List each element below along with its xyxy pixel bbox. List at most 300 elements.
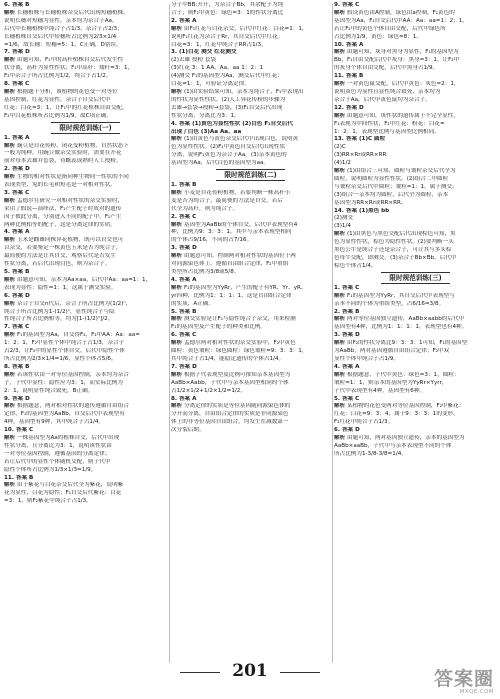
answer-item bbox=[171, 277, 330, 285]
analysis-block bbox=[334, 231, 497, 271]
analysis-text: 一株基因型为Aa的植株自交，后代中出现 bbox=[16, 435, 120, 442]
analysis-first-line bbox=[4, 332, 167, 340]
analysis-block bbox=[171, 403, 330, 435]
answer-item bbox=[334, 396, 497, 404]
analysis-block bbox=[171, 89, 330, 121]
answer-line: 10. 答案 A bbox=[334, 41, 364, 48]
text-line: F₂中杂合子所占比例为1/2，纯合子占1/2。 bbox=[4, 73, 112, 80]
text-column-left bbox=[4, 2, 167, 665]
answer-item bbox=[171, 309, 330, 317]
text-line: 长穗植株自交后代中短穗所占比例为2/3×1/4 bbox=[4, 33, 117, 40]
answer-item bbox=[334, 2, 497, 10]
text-line: 一对等位基因控制，遵循基因的分离定律； bbox=[4, 450, 111, 457]
text-line: 性纯合子所占比例相等，均为[1-(1/2)ⁿ]/2。 bbox=[4, 316, 114, 323]
analysis-block bbox=[4, 237, 167, 269]
page-number-rule-right bbox=[280, 672, 320, 673]
analysis-first-line bbox=[4, 301, 167, 309]
answer-line: 3. (1)白花 测交 红花测交 bbox=[171, 49, 237, 56]
analysis-block bbox=[4, 174, 167, 190]
text-line: 基因控制，红花为显性，杂合子自交后代中 bbox=[4, 96, 111, 103]
answer-line: 7. 答案 D bbox=[4, 49, 30, 56]
analysis-first-line bbox=[334, 403, 497, 411]
analysis-block bbox=[334, 316, 497, 332]
text-line: 性状分离，且分离比为3：1，说明该性状由 bbox=[4, 442, 112, 449]
analysis-text: 由题可知，灰身对黑身为显性，F₁的基因型为 bbox=[346, 49, 459, 56]
analysis-text: 若该性状由一对等位基因控制，亲本均为杂合 bbox=[16, 371, 129, 378]
answer-line: 13. 答案 (1)C 圆粒 bbox=[334, 136, 386, 143]
text-line: 与皱粒杂交后代中圆粒：皱粒=1：1，属于测交。 bbox=[334, 183, 458, 190]
answer-item bbox=[171, 182, 330, 190]
answer-item bbox=[171, 121, 330, 137]
text-line: 说明长穗对短穗为显性，亲本均为杂合子Aa， bbox=[4, 17, 118, 24]
analysis-first-line bbox=[171, 26, 330, 34]
answer-line: 5. 答案 C bbox=[334, 395, 360, 402]
analysis-first-line bbox=[334, 49, 497, 57]
answer-item bbox=[171, 364, 330, 372]
watermark-logo bbox=[434, 669, 494, 696]
text-line: 1：2：1，F₂中显性个体中纯合子占1/3，杂合子 bbox=[4, 340, 125, 347]
analysis-text: (1)由黄色与黄色杂交后代中出现白色，说明黄 bbox=[183, 136, 299, 143]
section-heading bbox=[4, 122, 167, 134]
analysis-label: 解析 bbox=[4, 435, 16, 442]
analysis-label: 解析 bbox=[334, 49, 346, 56]
section-heading-text: 限时规范训练(二) bbox=[216, 169, 284, 181]
answer-item bbox=[4, 190, 167, 198]
answer-item bbox=[4, 49, 167, 57]
answer-item bbox=[4, 396, 167, 404]
text-line: F₂中白花植株所占比例为1/9，故C项正确。 bbox=[4, 112, 112, 119]
text-line: 棕色个体占1/4。 bbox=[334, 262, 377, 269]
analysis-block bbox=[171, 136, 330, 168]
text-line: 若让后代中的显性个体随机交配，则子代中 bbox=[4, 458, 111, 465]
analysis-label: 解析 bbox=[171, 136, 183, 143]
text-line: 若让F₂中的黄色个体自由交配，后代中绿色所 bbox=[334, 25, 446, 32]
answer-line: 出现了白色 (3)Aa Aa、aa bbox=[171, 128, 242, 135]
text-line: 1：2：1，表现型比例与基因型比例相同。 bbox=[334, 128, 440, 135]
answer-line: 6. 答案 D bbox=[4, 292, 30, 299]
text-line: 其中纯合子占1/4，能稳定遗传的个体占1/4。 bbox=[171, 355, 285, 362]
analysis-block bbox=[171, 340, 330, 364]
answer-item bbox=[4, 364, 167, 372]
analysis-first-line bbox=[171, 136, 330, 144]
analysis-text: 孟德尔在研究一对相对性状的杂交实验时， bbox=[16, 197, 124, 204]
text-line: AaBb×aaBb，子代中与亲本表现型不同的个体 bbox=[334, 442, 452, 449]
text-line: F₁表现为中间性状，F₂中红花：粉花：白花= bbox=[334, 120, 445, 127]
answer-item bbox=[334, 309, 497, 317]
analysis-first-line bbox=[171, 316, 330, 324]
analysis-label: 解析 bbox=[4, 371, 16, 378]
analysis-text: 测交实验是让F₁与隐性纯合子杂交，用来检测 bbox=[183, 316, 296, 323]
section-heading bbox=[171, 169, 330, 181]
answer-line: 2. 答案 C bbox=[171, 213, 197, 220]
answer-line: 11. 答案 B bbox=[4, 474, 34, 481]
text-column-middle bbox=[171, 2, 330, 665]
text-line: 子，子代中显性：隐性应为3：1，而实际比例为 bbox=[4, 379, 123, 386]
text-line: 所占比例为1-3/8-3/8=1/4。 bbox=[334, 450, 407, 457]
answer-item bbox=[334, 42, 497, 50]
analysis-first-line bbox=[334, 372, 497, 380]
analysis-block bbox=[171, 372, 330, 396]
text-line: F₁的基因型及产生配子的种类和比例。 bbox=[171, 324, 266, 331]
text-line: 所占比例为2/3×1/4=1/6，显性个体占5/6。 bbox=[4, 355, 117, 362]
answer-item bbox=[334, 208, 497, 216]
answer-line: 3. 答案 D bbox=[171, 245, 197, 252]
analysis-label: 解析 bbox=[171, 316, 183, 323]
analysis-text: 一对黄色鼠交配，后代中黄色：灰色=2：1， bbox=[346, 81, 460, 88]
analysis-text: 豌豆是自花传粉、闭花受粉植物，自然状态下 bbox=[16, 142, 129, 149]
text-line: 体上的非等位基因自由组合，均发生在减数第一 bbox=[171, 419, 289, 426]
answer-item bbox=[4, 166, 167, 174]
analysis-label: 解析 bbox=[4, 174, 16, 181]
analysis-label: 解析 bbox=[4, 197, 16, 204]
text-line: 因子彼此分离，分别进入不同的配子中，F₁产生 bbox=[4, 213, 122, 220]
answer-item bbox=[334, 105, 497, 113]
text-line: 亲本不同的个体为重组类型，占6/16=3/8。 bbox=[334, 300, 445, 307]
analysis-first-line bbox=[4, 277, 167, 285]
analysis-first-line bbox=[334, 168, 497, 176]
answer-line: 9. 答案 C bbox=[334, 2, 360, 8]
analysis-label: 解析 bbox=[334, 231, 346, 238]
answer-line: 7. 答案 D bbox=[171, 363, 197, 370]
text-line: 花为显性，白花为隐性；F₁自交后代紫花：白花 bbox=[4, 490, 122, 497]
text-line: 性状分离，若后代出现白色，则为杂合子。 bbox=[4, 261, 111, 268]
text-line: 杂合子Aa，后代中黄色鼠均为杂合子。 bbox=[334, 96, 431, 103]
answer-line: 8. 答案 B bbox=[4, 363, 30, 370]
text-line: F₂红花中纯合子占1/3。 bbox=[334, 419, 394, 426]
text-line: 一般为纯种，用豌豆做杂交实验时，需要在开花 bbox=[4, 150, 122, 157]
analysis-first-line bbox=[334, 435, 497, 443]
analysis-label: 解析 bbox=[4, 403, 16, 410]
analysis-label: 解析 bbox=[4, 300, 16, 307]
analysis-text: 基因型为AaBb的个体自交，后代中表现型有4 bbox=[183, 221, 298, 228]
analysis-text: 玉米是雌雄同株异花植物，既可以自交也可 bbox=[16, 237, 124, 244]
answer-line: 4. 答案 A bbox=[4, 229, 30, 236]
analysis-label: 解析 bbox=[334, 81, 346, 88]
page-number: 201 bbox=[232, 661, 268, 681]
analysis-label: 解析 bbox=[171, 221, 183, 228]
text-line: 次分裂后期。 bbox=[171, 427, 205, 434]
text-line: 表现为显性：隐性=1：1，这属于测交实验。 bbox=[4, 284, 117, 291]
text-line: 类型所占比例为3/8或5/8。 bbox=[171, 269, 240, 275]
analysis-text: 长穗植株与长穗植株杂交后代出现短穗植株， bbox=[16, 9, 129, 16]
analysis-text: 由题可知，两对基因独立遗传，亲本的基因型为 bbox=[346, 435, 465, 442]
text-line: 的灰身个体自由交配，后代中黑身占1/9。 bbox=[334, 65, 439, 72]
analysis-label: 解析 bbox=[171, 284, 183, 291]
text-line: 纯合子所占比例为1-(1/2)ⁿ，显性纯合子与隐 bbox=[4, 308, 115, 315]
answer-item bbox=[4, 475, 167, 483]
answer-item bbox=[4, 135, 167, 143]
answer-item bbox=[334, 285, 497, 293]
text-line: 2：1，说明显性纯合致死，B正确。 bbox=[4, 387, 94, 394]
text-line: 去雄→套袋→授粉→套袋。(3)F₁自交后代出现 bbox=[171, 104, 283, 111]
answer-line: 10. 答案 C bbox=[4, 427, 34, 434]
text-line: 的个体占9/16，不同的占7/16。 bbox=[171, 237, 253, 244]
text-line: 最简便的方法是让其自交，观察后代是否发生 bbox=[4, 253, 116, 260]
analysis-label: 解析 bbox=[334, 9, 346, 16]
answer-line: 5. 答案 B bbox=[171, 308, 197, 315]
analysis-first-line bbox=[4, 143, 167, 151]
analysis-label: 解析 bbox=[334, 168, 346, 175]
answer-line: 5. 答案 B bbox=[4, 269, 30, 275]
analysis-label: 解析 bbox=[171, 88, 183, 95]
answer-line: 2. 答案 B bbox=[334, 308, 360, 315]
analysis-block bbox=[334, 435, 497, 459]
analysis-block bbox=[4, 482, 167, 506]
analysis-block bbox=[4, 143, 167, 167]
text-line: 圆粒，说明圆粒为显性性状。(2)组合二中圆粒 bbox=[334, 175, 449, 182]
answer-item bbox=[334, 364, 497, 372]
analysis-label: 解析 bbox=[4, 276, 16, 283]
text-line: 白花=1：1，可验证分离定律。 bbox=[171, 81, 250, 88]
text-line: Bb，F₁自由交配后代中灰身：黑身=3：1，让F₂中 bbox=[334, 57, 460, 64]
answer-item bbox=[4, 229, 167, 237]
analysis-first-line bbox=[171, 372, 330, 380]
analysis-first-line bbox=[334, 10, 497, 18]
text-line: 麦是否为纯合子，最简便的方法是自交，若后 bbox=[171, 197, 283, 204]
analysis-label: 解析 bbox=[334, 371, 346, 378]
answer-line: 3. 答案 D bbox=[334, 332, 360, 339]
analysis-label: 解析 bbox=[4, 88, 16, 95]
text-line: 说明黄色为显性且显性纯合致死，亲本均为 bbox=[334, 88, 441, 95]
answer-line: 2. 答案 A bbox=[171, 17, 197, 24]
text-line: (2)去雄 授粉 套袋 bbox=[171, 57, 217, 64]
analysis-block bbox=[334, 293, 497, 309]
text-line: 分离，说明F₁黄色为杂合子Aa。(3)亲本黄色的 bbox=[171, 152, 287, 159]
text-line: 白花=3：1，红花中纯合子RR占1/3。 bbox=[171, 41, 267, 48]
analysis-text: F₁的基因型为YyRr，其自交后代中表现型与 bbox=[346, 292, 455, 299]
analysis-block bbox=[171, 316, 330, 332]
text-line: =1/6，故长穗：短穗=5：1，C正确，D错误。 bbox=[4, 41, 122, 48]
answer-line: 6. 答案 B bbox=[4, 2, 30, 8]
text-line: (3)组合一亲本均为圆粒，后代全为圆粒，亲本 bbox=[334, 191, 449, 198]
analysis-first-line bbox=[4, 372, 167, 380]
answer-item bbox=[334, 332, 497, 340]
analysis-block bbox=[4, 332, 167, 364]
analysis-label: 解析 bbox=[334, 112, 346, 119]
text-line: (3)红花 3：1 AA、Aa、aa 1：2：1 bbox=[171, 65, 264, 72]
answer-item bbox=[4, 81, 167, 89]
analysis-first-line bbox=[4, 237, 167, 245]
analysis-label: 解析 bbox=[334, 292, 346, 299]
analysis-block bbox=[334, 49, 497, 73]
text-line: 以杂交，若要鉴定一株黄色玉米是否为纯合子， bbox=[4, 245, 122, 252]
analysis-text: 根据子代表现型及比例可推知亲本基因型为 bbox=[183, 371, 291, 378]
analysis-label: 解析 bbox=[4, 142, 16, 149]
answer-line: 8. 答案 A bbox=[171, 395, 197, 402]
analysis-first-line bbox=[334, 340, 497, 348]
analysis-first-line bbox=[4, 57, 167, 65]
text-line: 合子；则F₁中黄色：绿色=3：1的性状分离比 bbox=[171, 9, 284, 16]
text-line: 分开而分离，自由组合定律的实质是非同源染色 bbox=[171, 411, 289, 418]
text-line: 红花：白花=9：3：4，属于9：3：3：1的变形， bbox=[334, 411, 459, 418]
text-line: 色为显性性状，棕色为隐性性状。(2)要判断一头 bbox=[334, 239, 454, 246]
text-line: 后代中长穗植株中纯合子占1/3，杂合子占2/3； bbox=[4, 25, 123, 32]
section-heading-text: 限时规范训练(一) bbox=[51, 122, 119, 134]
analysis-first-line bbox=[334, 231, 497, 239]
answer-line: 8. 答案 C bbox=[4, 81, 30, 88]
text-line: 色为显性性状。(2)F₁中黄色自交后代出现性状 bbox=[171, 144, 286, 151]
analysis-label: 解析 bbox=[334, 316, 346, 323]
analysis-first-line bbox=[334, 81, 497, 89]
analysis-first-line bbox=[334, 293, 497, 301]
answer-line: 6. 答案 D bbox=[334, 427, 360, 434]
analysis-first-line bbox=[4, 482, 167, 490]
analysis-label: 解析 bbox=[4, 9, 16, 16]
text-line: 基因型为Aa，F₁自交后代中AA：Aa：aa=1：2：1， bbox=[334, 17, 468, 24]
text-line: 定律，F₁的基因型为AaBb，自交后代中表现型有 bbox=[4, 411, 125, 418]
text-line: 采用了假说—演绎法，F₁产生配子时成对的遗传 bbox=[4, 205, 122, 212]
analysis-text: 根据题意，两对相对性状的遗传遵循自由组合 bbox=[16, 403, 129, 410]
analysis-label: 解析 bbox=[171, 25, 183, 32]
text-column-right bbox=[334, 2, 497, 665]
text-line: 显性个体中纯合子占1/9。 bbox=[334, 355, 399, 362]
analysis-block bbox=[4, 277, 167, 293]
text-block bbox=[171, 2, 330, 18]
column-divider bbox=[332, 4, 333, 663]
text-line: 性状分离，分离比为3：1。 bbox=[171, 112, 240, 119]
analysis-text: 由于紫花与白花杂交后代全为紫花，说明紫 bbox=[16, 482, 124, 489]
analysis-block bbox=[4, 403, 167, 427]
analysis-first-line bbox=[4, 198, 167, 206]
analysis-first-line bbox=[171, 403, 330, 411]
answer-line: 1. 答案 B bbox=[171, 182, 197, 189]
analysis-text: (1)由黑色与黑色交配后代出现棕色可知，黑 bbox=[346, 231, 456, 238]
answer-item bbox=[4, 293, 167, 301]
analysis-first-line bbox=[4, 174, 167, 182]
analysis-text: 由题意可知，亲本为Aa×aa，后代中Aa：aa=1：1， bbox=[16, 276, 152, 283]
text-line: (2)测交 bbox=[334, 215, 354, 222]
analysis-block bbox=[171, 26, 330, 50]
analysis-block bbox=[171, 222, 330, 246]
answer-line: 1. 答案 A bbox=[4, 134, 30, 141]
answer-item bbox=[4, 2, 167, 10]
analysis-label: 解析 bbox=[334, 403, 346, 410]
text-line: 基因型为Aa，后代白色的基因型为aa。 bbox=[171, 160, 270, 167]
analysis-label: 解析 bbox=[171, 371, 183, 378]
answer-item bbox=[4, 427, 167, 435]
text-line: 隐性个体所占比例为1/3×1/3=1/9。 bbox=[4, 466, 97, 473]
text-line: 为AaBb，两对基因遵循自由组合定律；F₂中双 bbox=[334, 348, 450, 355]
section-heading bbox=[334, 272, 497, 284]
analysis-block bbox=[171, 190, 330, 214]
text-line: 两种比例相等的配子，这是分离定律的实质。 bbox=[4, 221, 116, 228]
answer-line: 14. 答案 (1)黑色 bb bbox=[334, 207, 390, 214]
answer-line: 12. 答案 D bbox=[334, 104, 364, 111]
analysis-text: 两对等位基因独立遗传，AaBb×aabb的后代中 bbox=[346, 316, 465, 323]
analysis-text: 小麦是自花传粉植物，若要判断一株高秆小 bbox=[183, 189, 291, 196]
answer-line: 3. 答案 C bbox=[4, 189, 30, 196]
watermark-logo-text: 答案圈 bbox=[433, 668, 494, 690]
answer-item bbox=[171, 214, 330, 222]
answer-item bbox=[171, 245, 330, 253]
answer-line: 9. 答案 D bbox=[4, 395, 30, 402]
analysis-text: 生物的相对性状是指同种生物同一性状的不同 bbox=[16, 174, 129, 181]
section-heading-text: 限时规范训练(三) bbox=[381, 272, 449, 284]
analysis-label: 解析 bbox=[334, 340, 346, 347]
text-line: 占比例为1/9，黄色：绿色=8：1。 bbox=[334, 33, 422, 40]
analysis-label: 解析 bbox=[4, 57, 16, 64]
text-line: 基因型为RR×Rr或RR×RR。 bbox=[334, 199, 407, 206]
answer-item bbox=[171, 49, 330, 57]
text-line: 的实质，A正确。 bbox=[171, 300, 214, 307]
answer-line: 4. 答案 A bbox=[334, 363, 360, 370]
text-line: 占2/3，让F₂中的显性个体自交，后代中隐性个体 bbox=[4, 348, 125, 355]
analysis-label: 解析 bbox=[171, 403, 183, 410]
column-divider bbox=[169, 4, 170, 663]
text-block bbox=[334, 215, 497, 231]
analysis-block bbox=[4, 57, 167, 81]
analysis-label: 解析 bbox=[171, 340, 183, 347]
analysis-first-line bbox=[171, 89, 330, 97]
analysis-first-line bbox=[171, 340, 330, 348]
analysis-first-line bbox=[4, 89, 167, 97]
text-line: (4)1/2 bbox=[334, 160, 351, 167]
analysis-first-line bbox=[171, 222, 330, 230]
analysis-first-line bbox=[171, 285, 330, 293]
text-line: 色母牛交配，即测交。(3)杂合子Bb×Bb，后代中 bbox=[334, 255, 457, 261]
text-line: 占1/2×1/2+1/2×1/2=1/2。 bbox=[171, 387, 246, 394]
analysis-block bbox=[4, 435, 167, 475]
watermark-url: MXQE.COM bbox=[459, 689, 494, 695]
answer-item bbox=[334, 73, 497, 81]
analysis-block bbox=[334, 168, 497, 208]
text-line: 黑色公牛是纯合子还是杂合子，可让其与多头棕 bbox=[334, 247, 452, 254]
text-line: 前对母本去雄并套袋，待雌蕊成熟时人工授粉。 bbox=[4, 158, 122, 165]
text-line: 圆粒：黄色皱粒：绿色圆粒：绿色皱粒=9：3：3：1， bbox=[171, 348, 308, 355]
analysis-block bbox=[334, 372, 497, 396]
text-block bbox=[334, 144, 497, 168]
answer-line: 4. 答案 A bbox=[171, 276, 197, 283]
text-line: 子代中表现型有4种，基因型有6种。 bbox=[334, 387, 426, 394]
analysis-block bbox=[334, 340, 497, 364]
analysis-label: 解析 bbox=[4, 482, 16, 489]
answer-item bbox=[334, 427, 497, 435]
text-line: 代全为高秆，则为纯合子。 bbox=[171, 205, 239, 212]
answer-item bbox=[171, 396, 330, 404]
text-line: =3：1，则F₂紫花中纯合子占1/3。 bbox=[4, 498, 92, 505]
analysis-block bbox=[4, 301, 167, 325]
answer-item bbox=[171, 332, 330, 340]
analysis-block bbox=[4, 10, 167, 50]
analysis-text: F₁的基因型为YyRr，产生的配子有YR、Yr、yR、 bbox=[183, 284, 307, 291]
analysis-text: 根据题干分析，该植物的花色受一对等位 bbox=[16, 88, 118, 95]
analysis-first-line bbox=[171, 253, 330, 261]
analysis-block bbox=[4, 372, 167, 396]
analysis-text: (1)由实验结果可知，亲本为纯合子，F₁中表现出 bbox=[183, 88, 304, 95]
answer-line: 6. 答案 C bbox=[171, 332, 197, 339]
analysis-text: 某植物的花色受两对等位基因控制，F₂中紫花： bbox=[346, 403, 465, 410]
analysis-block bbox=[334, 10, 497, 42]
text-block bbox=[171, 57, 330, 89]
analysis-block bbox=[4, 198, 167, 230]
answer-line: 2. 答案 D bbox=[4, 166, 30, 173]
text-line: 分子中BB:开开，为杂合子Bb，其余配子为纯 bbox=[171, 2, 284, 8]
text-line: (3)1/4 bbox=[334, 223, 351, 230]
analysis-text: F₁的基因型为Aa，自交得F₂，F₂中AA：Aa：aa= bbox=[16, 332, 140, 339]
answer-item bbox=[171, 18, 330, 26]
text-line: (2)C bbox=[334, 144, 346, 151]
analysis-label: 解析 bbox=[171, 253, 183, 260]
analysis-label: 解析 bbox=[4, 332, 16, 339]
text-line: 红花：白花=3：1，让F₁中的红花植株自由交配， bbox=[4, 104, 128, 111]
answer-item bbox=[4, 269, 167, 277]
analysis-first-line bbox=[334, 113, 497, 121]
text-line: 4种，基因型有9种，其中纯合子占1/4。 bbox=[4, 419, 105, 426]
analysis-text: 孟德尔两对相对性状的杂交实验中，F₂中黄色 bbox=[183, 340, 296, 347]
text-line: 对同源染色体上，遵循自由组合定律，F₂中重组 bbox=[171, 261, 289, 268]
text-line: 基因型有4种，比例为1：1：1：1，表现型也有4种。 bbox=[334, 324, 468, 331]
text-line: 说明F₁红花为杂合子Rr，其自交后代中红花： bbox=[171, 33, 284, 40]
